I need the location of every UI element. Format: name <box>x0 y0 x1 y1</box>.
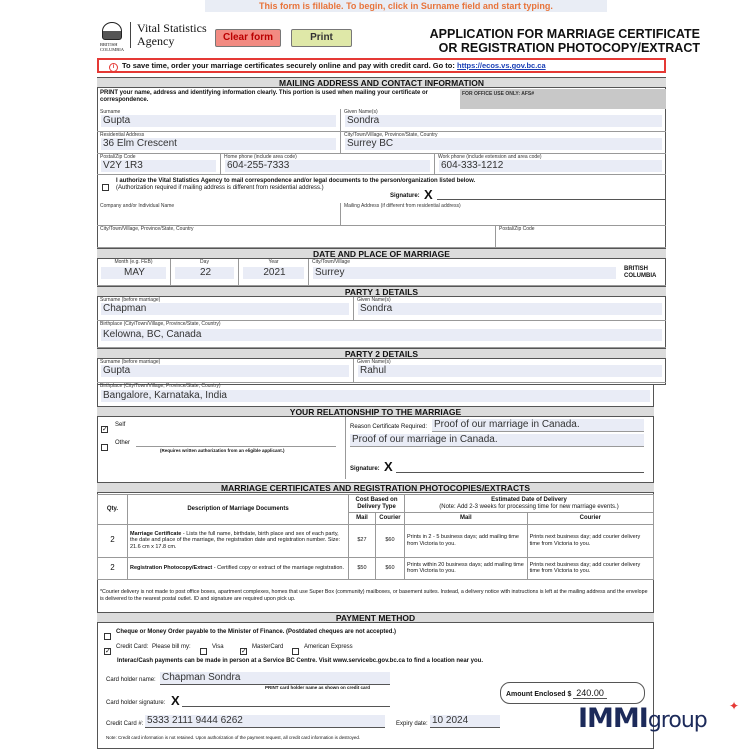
work-phone-cell <box>435 154 666 175</box>
authorize-checkbox[interactable] <box>102 179 109 197</box>
authorize-signature-line[interactable] <box>437 199 666 200</box>
maple-leaf-icon: ✦ <box>729 699 739 713</box>
table-row <box>98 557 654 579</box>
other-label: Other <box>115 440 131 446</box>
card-number-field[interactable]: 5333 2111 9444 6262 <box>145 715 385 728</box>
row2-desc <box>128 557 349 579</box>
online-notice <box>97 58 666 73</box>
relationship-signature-line[interactable] <box>396 472 644 473</box>
card-footer-note: Note: Credit card information is not retained. Upon authorization of the payment request, all credit card information is destroyed. <box>106 735 361 740</box>
amount-field[interactable]: 240.00 <box>573 688 607 699</box>
amount-label: Amount Enclosed $ <box>506 691 572 698</box>
est-header-text: Estimated Date of Delivery <box>491 497 567 503</box>
mail-eta-header: Mail <box>405 513 528 525</box>
self-checkbox[interactable]: ✓ <box>102 426 108 434</box>
given-label: Given Name(s) <box>344 109 378 115</box>
province-name: BRITISH COLUMBIA <box>100 42 125 52</box>
party2-birth-cell <box>97 383 654 407</box>
visa-label: Visa <box>212 644 224 650</box>
courier-eta-header: Courier <box>527 513 653 525</box>
relationship-signature-label: Signature: <box>350 466 380 472</box>
expiry-label: Expiry date: <box>396 721 428 727</box>
surname-cell <box>97 109 341 132</box>
row2-mail: $50 <box>349 557 376 579</box>
surname-label: Surname <box>100 109 121 115</box>
row1-qty[interactable]: 2 <box>98 524 128 557</box>
date-place-heading: DATE AND PLACE OF MARRIAGE <box>97 248 666 259</box>
interac-note: Interac/Cash payments can be made in person at a Service BC Centre. Visit www.servicebc.gov.bc.ca to find a location near you. <box>117 658 484 664</box>
est-note: (Note: Add 2-3 weeks for processing time for new marriage events.) <box>439 503 619 510</box>
authorize-signature-x: X <box>424 187 433 202</box>
notice-text: To save time, order your marriage certificates securely online and pay with credit card. Go to: <box>122 61 455 70</box>
holder-signature-line[interactable] <box>182 706 390 707</box>
party1-surname-field[interactable]: Chapman <box>101 303 349 315</box>
bc-logo <box>100 20 210 52</box>
party1-surname-cell <box>97 297 354 321</box>
row2-desc-text: - Certified copy or extract of the marriage registration. <box>212 564 344 571</box>
year-field[interactable]: 2021 <box>243 267 304 279</box>
party1-given-label: Given Name(s) <box>357 297 391 303</box>
mailing-address-label: Mailing Address (if different from residential address) <box>344 203 461 209</box>
authorize-text: I authorize the Vital Statistics Agency to mail correspondence and/or legal documents to the person/organization listed below. <box>116 178 476 184</box>
reason-label: Reason Certificate Required: <box>350 424 428 430</box>
row2-qty[interactable]: 2 <box>98 557 128 579</box>
reason-field-2[interactable]: Proof of our marriage in Canada. <box>350 434 644 447</box>
day-cell <box>171 259 239 286</box>
day-label: Day <box>200 259 209 265</box>
marriage-city-cell <box>309 259 666 286</box>
fillable-banner: This form is fillable. To begin, click in Surname field and start typing. <box>205 0 607 12</box>
immi-text: IMMI <box>578 703 648 734</box>
address-cell <box>97 132 341 154</box>
month-label: Month (e.g. FEB) <box>114 259 153 265</box>
party2-surname-label: Surname (before marriage) <box>100 359 161 365</box>
party1-given-cell <box>354 297 666 321</box>
mail-header: Mail <box>349 513 376 525</box>
courier-header: Courier <box>375 513 404 525</box>
work-phone-field[interactable]: 604-333-1212 <box>439 160 662 172</box>
certs-heading: MARRIAGE CERTIFICATES AND REGISTRATION PHOTOCOPIES/EXTRACTS <box>97 482 654 493</box>
office-use-box <box>460 89 666 109</box>
relationship-signature-x: X <box>384 459 393 474</box>
home-phone-cell <box>221 154 435 175</box>
courier-note: *Courier delivery is not made to post office boxes, apartment complexes, homes that use Super Box (community) mailboxes, or basement suites. Instead, a delivery notice with instructions is left at the mailing address and the envelope is delivered to the nearest postal outlet. ID and signature are required upon pick up. <box>100 589 648 602</box>
company-label: Company and/or Individual Name <box>100 203 175 209</box>
reason-field-1[interactable]: Proof of our marriage in Canada. <box>432 419 644 432</box>
party2-surname-cell <box>97 359 354 383</box>
row2-courier: $60 <box>375 557 404 579</box>
holder-note: PRINT card holder name as shown on credit card <box>265 685 371 690</box>
row1-mail: $27 <box>349 524 376 557</box>
postal-cell <box>97 154 221 175</box>
table-row <box>98 524 654 557</box>
form-title <box>360 27 700 55</box>
month-cell <box>97 259 171 286</box>
surname-field[interactable]: Gupta <box>101 115 336 127</box>
city-label: City/Town/Village, Province/State, Country <box>344 132 438 138</box>
payment-heading: PAYMENT METHOD <box>97 612 654 623</box>
month-field[interactable]: MAY <box>101 267 166 279</box>
office-use-label: FOR OFFICE USE ONLY: AFS# <box>462 91 535 97</box>
address-field[interactable]: 36 Elm Crescent <box>101 138 336 150</box>
mastercard-label: MasterCard <box>252 644 284 650</box>
row2-title: Registration Photocopy/Extract <box>130 564 213 571</box>
party2-heading: PARTY 2 DETAILS <box>97 348 666 359</box>
home-phone-field[interactable]: 604-255-7333 <box>225 160 430 172</box>
party1-birth-label: Birthplace (City/Town/Village, Province/State, Country) <box>100 321 221 327</box>
row1-title: Marriage Certificate <box>130 530 182 537</box>
given-name-field[interactable]: Sondra <box>345 115 662 127</box>
year-cell <box>239 259 309 286</box>
mastercard-checkbox[interactable]: ✓ <box>241 648 247 656</box>
other-checkbox[interactable] <box>101 439 108 457</box>
est-header <box>405 495 654 513</box>
holder-sig-label: Card holder signature: <box>106 700 166 706</box>
qty-header: Qty. <box>98 495 128 525</box>
home-phone-label: Home phone (include area code) <box>224 154 297 160</box>
bc-sun-icon <box>102 22 122 40</box>
city2-label: City/Town/Village, Province/State, Country <box>100 226 194 232</box>
cheque-label: Cheque or Money Order payable to the Minister of Finance. (Postdated cheques are not accepted.) <box>116 629 397 635</box>
amount-enclosed-box <box>500 682 645 704</box>
work-phone-label: Work phone (include extension and area code) <box>438 154 542 160</box>
row2-courier-eta: Prints next business day; add courier delivery time from Victoria to you. <box>527 557 653 579</box>
credit-card-label: Credit Card: <box>116 644 149 650</box>
party2-given-cell <box>354 359 666 383</box>
given-cell <box>341 109 666 132</box>
row1-courier-eta: Prints next business day; add courier delivery time from Victoria to you. <box>527 524 653 557</box>
authorize-signature-label: Signature: <box>390 193 420 199</box>
agency-name: Vital Statistics Agency <box>130 22 210 48</box>
city2-cell[interactable] <box>97 226 496 248</box>
row1-mail-eta: Prints in 2 - 5 business days; add mailing time from Victoria to you. <box>405 524 528 557</box>
authorize-note: (Authorization required if mailing address is different from residential address.) <box>116 185 324 191</box>
card-number-label: Credit Card #: <box>106 721 144 727</box>
title-line-2: OR REGISTRATION PHOTOCOPY/EXTRACT <box>438 41 700 55</box>
self-label: Self <box>115 422 126 428</box>
party1-surname-label: Surname (before marriage) <box>100 297 161 303</box>
clear-form-button[interactable]: Clear form <box>215 29 281 47</box>
mailing-heading: MAILING ADDRESS AND CONTACT INFORMATION <box>97 77 666 88</box>
relationship-heading: YOUR RELATIONSHIP TO THE MARRIAGE <box>97 406 654 417</box>
party2-given-field[interactable]: Rahul <box>358 365 662 377</box>
party2-given-label: Given Name(s) <box>357 359 391 365</box>
group-text: group <box>647 708 707 733</box>
address-label: Residential Address <box>100 132 145 138</box>
postal2-label: Postal/Zip Code <box>499 226 535 232</box>
mailing-address-cell[interactable] <box>341 203 666 226</box>
other-note: (Requires written authorization from an eligible applicant.) <box>160 448 285 453</box>
row1-desc <box>128 524 349 557</box>
row2-mail-eta: Prints within 20 business days; add mailing time from Victoria to you. <box>405 557 528 579</box>
postal2-cell[interactable] <box>496 226 666 248</box>
other-input-line[interactable] <box>136 446 336 447</box>
city-field[interactable]: Surrey BC <box>345 138 662 150</box>
row1-desc-text: - Lists the full name, birthdate, birth place and sex of each party, the date and place of the marriage, the registration date and registration number. Size: 21.6 cm x 17.8 cm. <box>130 530 341 550</box>
holder-signature-x: X <box>171 693 180 708</box>
company-cell[interactable] <box>97 203 341 226</box>
title-line-1: APPLICATION FOR MARRIAGE CERTIFICATE <box>429 27 700 41</box>
day-field[interactable]: 22 <box>175 267 234 279</box>
province-label: BRITISH COLUMBIA <box>624 266 657 279</box>
marriage-city-label: City/Town/Village <box>312 259 350 265</box>
year-label: Year <box>268 259 279 265</box>
mailing-instructions: PRINT your name, address and identifying information clearly. This portion is used when mailing your certificate or correspondence. <box>100 90 428 103</box>
party1-birth-cell <box>97 321 666 348</box>
desc-header: Description of Marriage Documents <box>128 495 349 525</box>
holder-field[interactable]: Chapman Sondra <box>160 672 390 685</box>
party1-birth-field[interactable]: Kelowna, BC, Canada <box>101 329 662 341</box>
party2-birth-field[interactable]: Bangalore, Karnataka, India <box>101 390 650 402</box>
marriage-city-field[interactable]: Surrey <box>313 267 616 279</box>
bill-me-label: Please bill my: <box>152 644 191 650</box>
certs-table-wrap <box>97 494 654 580</box>
certs-table <box>97 494 654 580</box>
party1-given-field[interactable]: Sondra <box>358 303 662 315</box>
ecos-link[interactable]: https://ecos.vs.gov.bc.ca <box>456 61 546 70</box>
cost-header: Cost Based on Delivery Type <box>349 495 405 513</box>
holder-label: Card holder name: <box>106 677 156 683</box>
party1-heading: PARTY 1 DETAILS <box>97 286 666 297</box>
info-icon: i <box>109 63 118 72</box>
credit-card-checkbox[interactable]: ✓ <box>105 648 111 656</box>
expiry-field[interactable]: 10 2024 <box>430 715 500 728</box>
relationship-divider <box>345 417 346 479</box>
party2-birth-label: Birthplace (City/Town/Village, Province/State, Country) <box>100 383 221 389</box>
postal-label: Postal/Zip Code <box>100 154 136 160</box>
print-button[interactable]: Print <box>291 29 352 47</box>
postal-field[interactable]: V2Y 1R3 <box>101 160 216 172</box>
party2-surname-field[interactable]: Gupta <box>101 365 349 377</box>
row1-courier: $60 <box>375 524 404 557</box>
amex-label: American Express <box>304 644 353 650</box>
city-cell <box>341 132 666 154</box>
immigroup-logo <box>578 699 739 734</box>
